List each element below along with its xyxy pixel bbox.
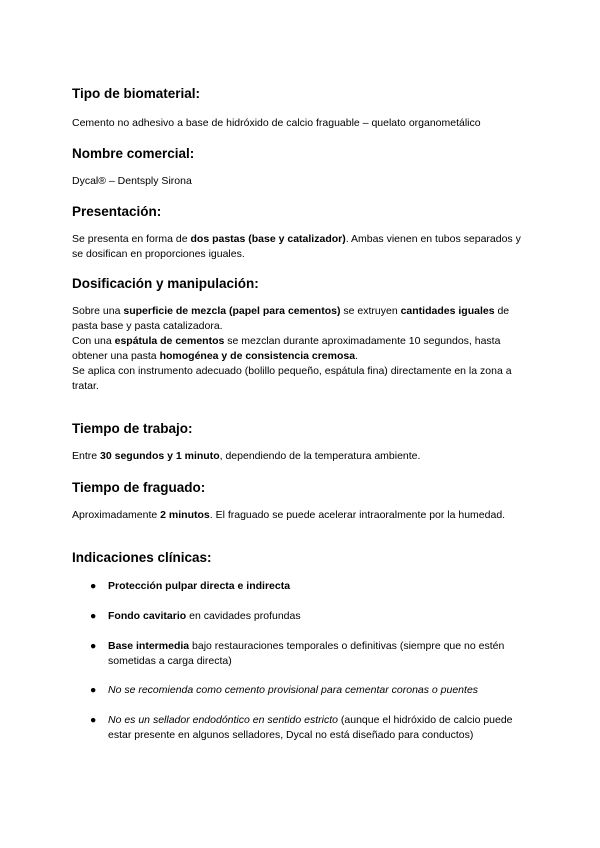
list-item: Fondo cavitario en cavidades profundas [108, 610, 301, 622]
heading-indicaciones: Indicaciones clínicas: [72, 550, 212, 565]
heading-dosificacion: Dosificación y manipulación: [72, 276, 259, 291]
paragraph-dosificacion-2: Con una espátula de cementos se mezclan durante aproximadamente 10 segundos, hasta obtener una pasta homogénea y de consistencia cremosa. [72, 335, 501, 362]
heading-tiempo-fraguado: Tiempo de fraguado: [72, 480, 206, 495]
bullet-icon: ● [90, 580, 97, 592]
paragraph-dosificacion-3: Se aplica con instrumento adecuado (bolillo pequeño, espátula fina) directamente en la zona a tratar. [72, 365, 512, 392]
paragraph-tipo-biomaterial: Cemento no adhesivo a base de hidróxido de calcio fraguable – quelato organometálico [72, 117, 481, 129]
heading-presentacion: Presentación: [72, 204, 162, 219]
list-item: Base intermedia bajo restauraciones temporales o definitivas (siempre que no estén sometidas a carga directa) [108, 640, 505, 667]
paragraph-nombre-comercial: Dycal® – Dentsply Sirona [72, 175, 192, 187]
list-item: No se recomienda como cemento provisional para cementar coronas o puentes [108, 684, 479, 696]
bullet-icon: ● [90, 640, 97, 652]
paragraph-dosificacion-1: Sobre una superficie de mezcla (papel para cementos) se extruyen cantidades iguales de pasta base y pasta catalizadora. [72, 305, 510, 332]
heading-tiempo-trabajo: Tiempo de trabajo: [72, 421, 193, 436]
heading-tipo-biomaterial: Tipo de biomaterial: [72, 86, 201, 101]
bullet-icon: ● [90, 610, 97, 622]
bullet-icon: ● [90, 714, 97, 726]
heading-nombre-comercial: Nombre comercial: [72, 146, 195, 161]
paragraph-tiempo-fraguado: Aproximadamente 2 minutos. El fraguado se puede acelerar intraoralmente por la humedad. [72, 509, 506, 521]
paragraph-presentacion: Se presenta en forma de dos pastas (base y catalizador). Ambas vienen en tubos separados y se dosifican en proporciones iguales. [72, 233, 521, 260]
list-item: No es un sellador endodóntico en sentido estricto (aunque el hidróxido de calcio puede estar presente en algunos selladores, Dycal no está diseñado para conductos) [108, 714, 513, 741]
list-item: Protección pulpar directa e indirecta [108, 580, 291, 592]
bullet-icon: ● [90, 684, 97, 696]
paragraph-tiempo-trabajo: Entre 30 segundos y 1 minuto, dependiendo de la temperatura ambiente. [72, 450, 421, 462]
